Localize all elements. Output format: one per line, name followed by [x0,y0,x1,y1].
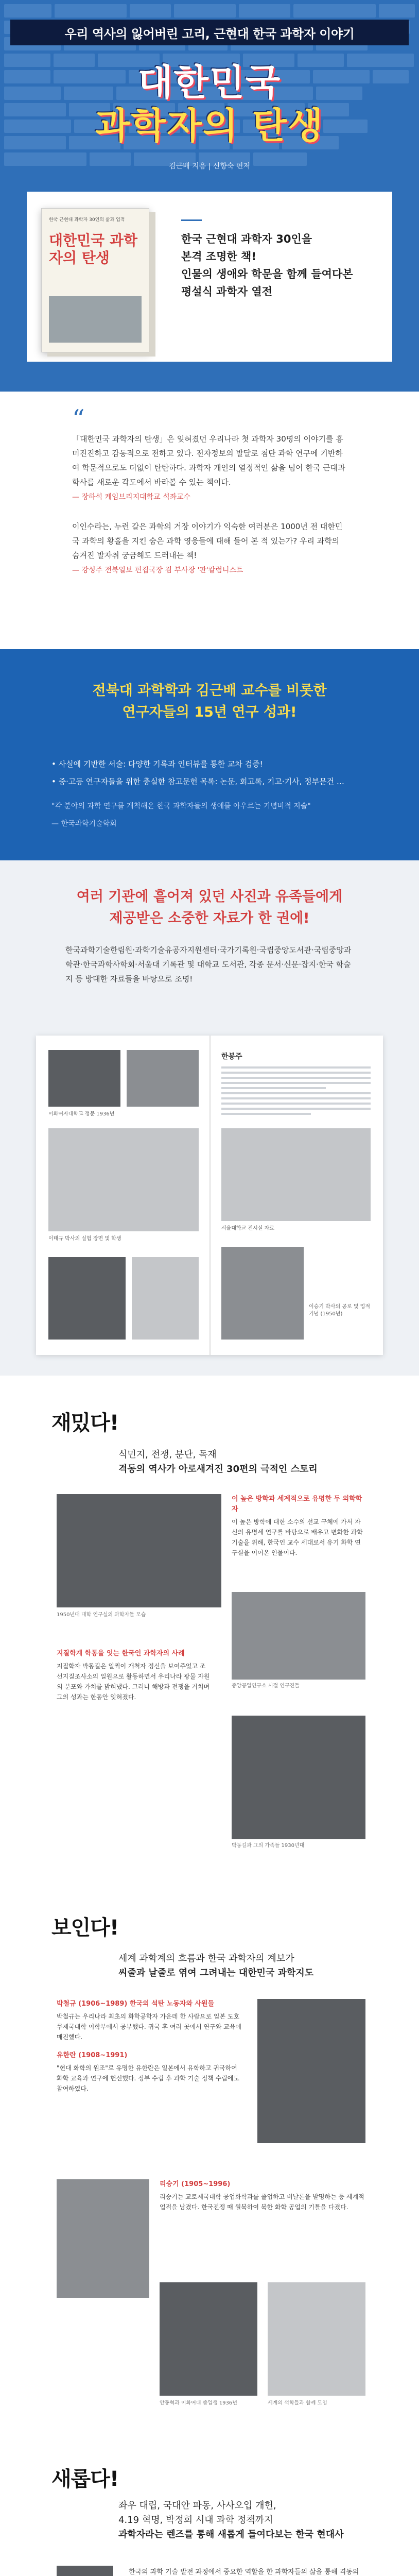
quote-mark-icon: “ [72,404,85,433]
archive-photo [132,1257,199,1340]
book-spread-image [36,1036,383,1355]
research-quote: "각 분야의 과학 연구를 개척해온 한국 과학자들의 생애를 아우르는 기념비적 저술" [51,802,311,810]
hero-title [0,61,419,147]
story-text [57,1999,242,2094]
section-subtitle [118,2499,344,2542]
story-section-visible [0,1891,419,2442]
book-cover-image [41,208,149,352]
photo-caption: 이승기 박사의 공로 및 업적 기념 (1950년) [309,1304,370,1317]
archive-photo [48,1128,199,1231]
section-subtitle-line2: 4.19 혁명, 박정희 시대 과학 정책까지 [118,2515,273,2526]
photo-caption: 이화여자대학교 정문 1936년 [48,1111,115,1117]
research-bullet: • 사실에 기반한 서술: 다양한 기록과 인터뷰를 통한 교차 검증! [51,759,263,769]
section-subtitle-line3: 과학자라는 렌즈를 통해 새롭게 들여다보는 한국 현대사 [118,2529,344,2540]
photo-caption: 중앙공업연구소 시절 연구진들 [232,1683,300,1689]
research-section [0,649,419,860]
book-cover-series: 한국 근현대 과학자 30인의 삶과 업적 [49,217,125,223]
story-photo [232,1592,365,1680]
hero-tagline-bar: 우리 역사의 잃어버린 고리, 근현대 한국 과학자 이야기 [10,20,409,45]
endorsement-quote: 이인수라는, 누런 갈은 과학의 거장 이야기가 익숙한 여러분은 1000년 전 대한민국 과학의 황홀을 지킨 숨은 과학 영웅들에 대해 들어 본 적 있는가? 우리 과학의 숨겨진 발자취 궁금해도 드러내는 책! [72,522,343,560]
story-text-body: 리승기는 교토제국대학 공업화학과를 졸업하고 비날론을 발명하는 등 세계적 업적을 남겼다. 한국전쟁 때 월북하여 북한 화학 공업의 기틀을 다졌다. [160,2193,364,2211]
photo-caption: 박동길과 그의 가족들 1930년대 [232,1843,305,1849]
section-subtitle-line2: 씨줄과 날줄로 엮여 그려내는 대한민국 과학지도 [118,1968,314,1978]
hero-author: 김근배 지음 | 신향숙 편저 [169,162,250,171]
story-photo [268,2282,365,2396]
endorsement-section [0,392,419,649]
summary-line: 인물의 생애와 학문을 함께 들여다본 [181,268,353,280]
archive-section [0,860,419,1376]
summary-line: 한국 근현대 과학자 30인을 [181,233,312,245]
story-photo [160,2282,257,2396]
story-photo [232,1716,365,1839]
archive-photo [127,1050,199,1107]
story-section-new [0,2442,419,2576]
story-photo [57,1494,221,1607]
hero-book-summary [181,219,377,300]
spread-text-block [221,1066,371,1118]
section-badge: 새롭다! [51,2463,118,2492]
archive-photo [48,1257,126,1340]
photo-caption: 세계의 석학들과 함께 모임 [268,2400,327,2406]
story-text-heading: 지질학계 학통을 잇는 한국인 과학자의 사례 [57,1650,185,1657]
story-text-heading: 이 높은 방학과 세계적으로 유명한 두 의학학자 [232,1495,362,1513]
research-heading-line1: 전북대 과학학과 김근배 교수를 비롯한 [92,683,327,699]
story-text-body: 한국의 과학 기술 발전 과정에서 중요한 역할을 한 과학자들의 삶을 통해 격동의 [129,2568,359,2576]
photo-caption: 서울대학교 전시실 자료 [221,1226,274,1231]
story-text-heading: 박철규 (1906~1989) 한국의 석탄 노동자와 사원들 [57,2000,215,2008]
section-subtitle [118,1952,313,1980]
archive-heading [0,860,419,929]
scientist-portrait [57,2179,149,2298]
research-quote-source: — 한국과학기술학회 [51,820,117,828]
section-subtitle-line1: 세계 과학계의 흐름과 한국 과학자의 계보가 [118,1953,294,1964]
story-text-body: 이 높은 방학에 대한 소수의 선교 구체에 가서 자신의 유명세 연구를 바탕으로 배우고 변화한 과학 기술을 위해, 한국인 교수 세대로서 유기 화학 연구실을 이어온 인물이다. [232,1518,363,1556]
research-bullets [51,757,368,835]
story-section-fun [0,1376,419,1891]
endorsement-source: — 강성주 전북일보 편집국장 겸 부사장 '판'칼럼니스트 [72,566,243,574]
book-cover-title: 대한민국 과학자의 탄생 [49,232,138,266]
section-badge: 보인다! [51,1911,118,1941]
spread-gutter [210,1036,211,1355]
summary-rule [181,219,202,221]
story-text [160,2179,365,2212]
book-cover-photo [49,296,142,343]
spread-heading: 한봉주 [221,1053,242,1061]
endorsement-source: — 장하석 케임브리지대학교 석좌교수 [72,493,191,501]
story-text-body: 박철규는 우리나라 최초의 화학공학자 가운데 한 사람으로 일본 도호쿠제국대학 이학부에서 공부했다. 귀국 후 여러 곳에서 연구와 교육에 매진했다. [57,2013,241,2041]
section-subtitle-line1: 식민지, 전쟁, 분단, 독재 [118,1449,217,1460]
research-bullet: • 중·고등 연구자들을 위한 충실한 참고문헌 목록: 논문, 회고록, 기고·기사, 정부문건 … [51,777,344,786]
photo-caption: 이태규 박사의 실험 장면 및 학생 [48,1236,121,1242]
section-badge: 재밌다! [51,1406,118,1436]
story-text [232,1494,365,1558]
research-heading [0,649,419,723]
section-subtitle-line1: 좌우 대립, 국대안 파동, 사사오입 개헌, [118,2500,276,2511]
story-text [57,1649,211,1702]
hero-title-line1: 대한민국 [137,61,282,104]
hero-book-card [27,192,392,362]
scientist-portrait [57,2566,113,2576]
summary-line: 평설식 과학자 열전 [181,285,272,298]
scientist-portrait [257,1999,365,2143]
story-text-body: "현대 화학의 원조"로 유명한 유한란은 일본에서 유학하고 귀국하여 화학 교육과 연구에 헌신했다. 정부 수립 후 과학 기술 정책 수립에도 참여하였다. [57,2064,239,2092]
photo-caption: 안동혁과 이화여대 졸업생 1936년 [160,2400,237,2406]
story-text-heading: 유한란 (1908~1991) [57,2052,128,2059]
hero-title-line2: 과학자의 탄생 [95,105,324,147]
section-subtitle [118,1448,318,1477]
endorsement-quote: 「대한민국 과학자의 탄생」은 잊혀졌던 우리나라 첫 과학자 30명의 이야기를 흥미진진하고 감동적으로 전하고 있다. 전자정보의 발달로 첨단 과학 연구에 기반하여 학문적으로도 더없이 탄탄하다. 과학자 개인의 열정적인 삶을 넘어 한국 근대과학사를 새로운 각도에서 바라볼 수 있는 책이다. [72,434,345,487]
archive-photo [221,1128,371,1221]
hero-section [0,0,419,392]
story-text-heading: 리승기 (1905~1996) [160,2180,231,2188]
story-text-body: 지질학자 박동길은 일찍이 개척자 정신을 보여주었고 조선지질조사소의 일원으로 활동하면서 우리나라 광물 자원의 분포와 가치를 밝혀냈다. 그러나 해방과 전쟁을 거치며 그의 성과는 한동안 잊혀졌다. [57,1663,210,1701]
summary-line: 본격 조명한 책! [181,250,256,263]
archive-heading-line1: 여러 기관에 흩어져 있던 사진과 유족들에게 [76,889,343,905]
photo-caption: 1950년대 대학 연구실의 과학자들 모습 [57,1612,146,1618]
archive-photo [221,1247,304,1340]
section-subtitle-line2: 격동의 역사가 아로새겨진 30편의 극적인 스토리 [118,1464,318,1475]
research-heading-line2: 연구자들의 15년 연구 성과! [122,704,297,720]
archive-description: 한국과학기술한림원·과학기술유공자지원센터·국가기록원·국립중앙도서관·국립중앙과학관·한국과학사학회·서울대 기록관 및 대학교 도서관, 각종 문서·신문·잡지·한국 학술지 등 방대한 자료들을 바탕으로 조명! [65,945,352,984]
archive-heading-line2: 제공받은 소중한 자료가 한 권에! [109,910,310,926]
archive-photo [48,1050,120,1107]
